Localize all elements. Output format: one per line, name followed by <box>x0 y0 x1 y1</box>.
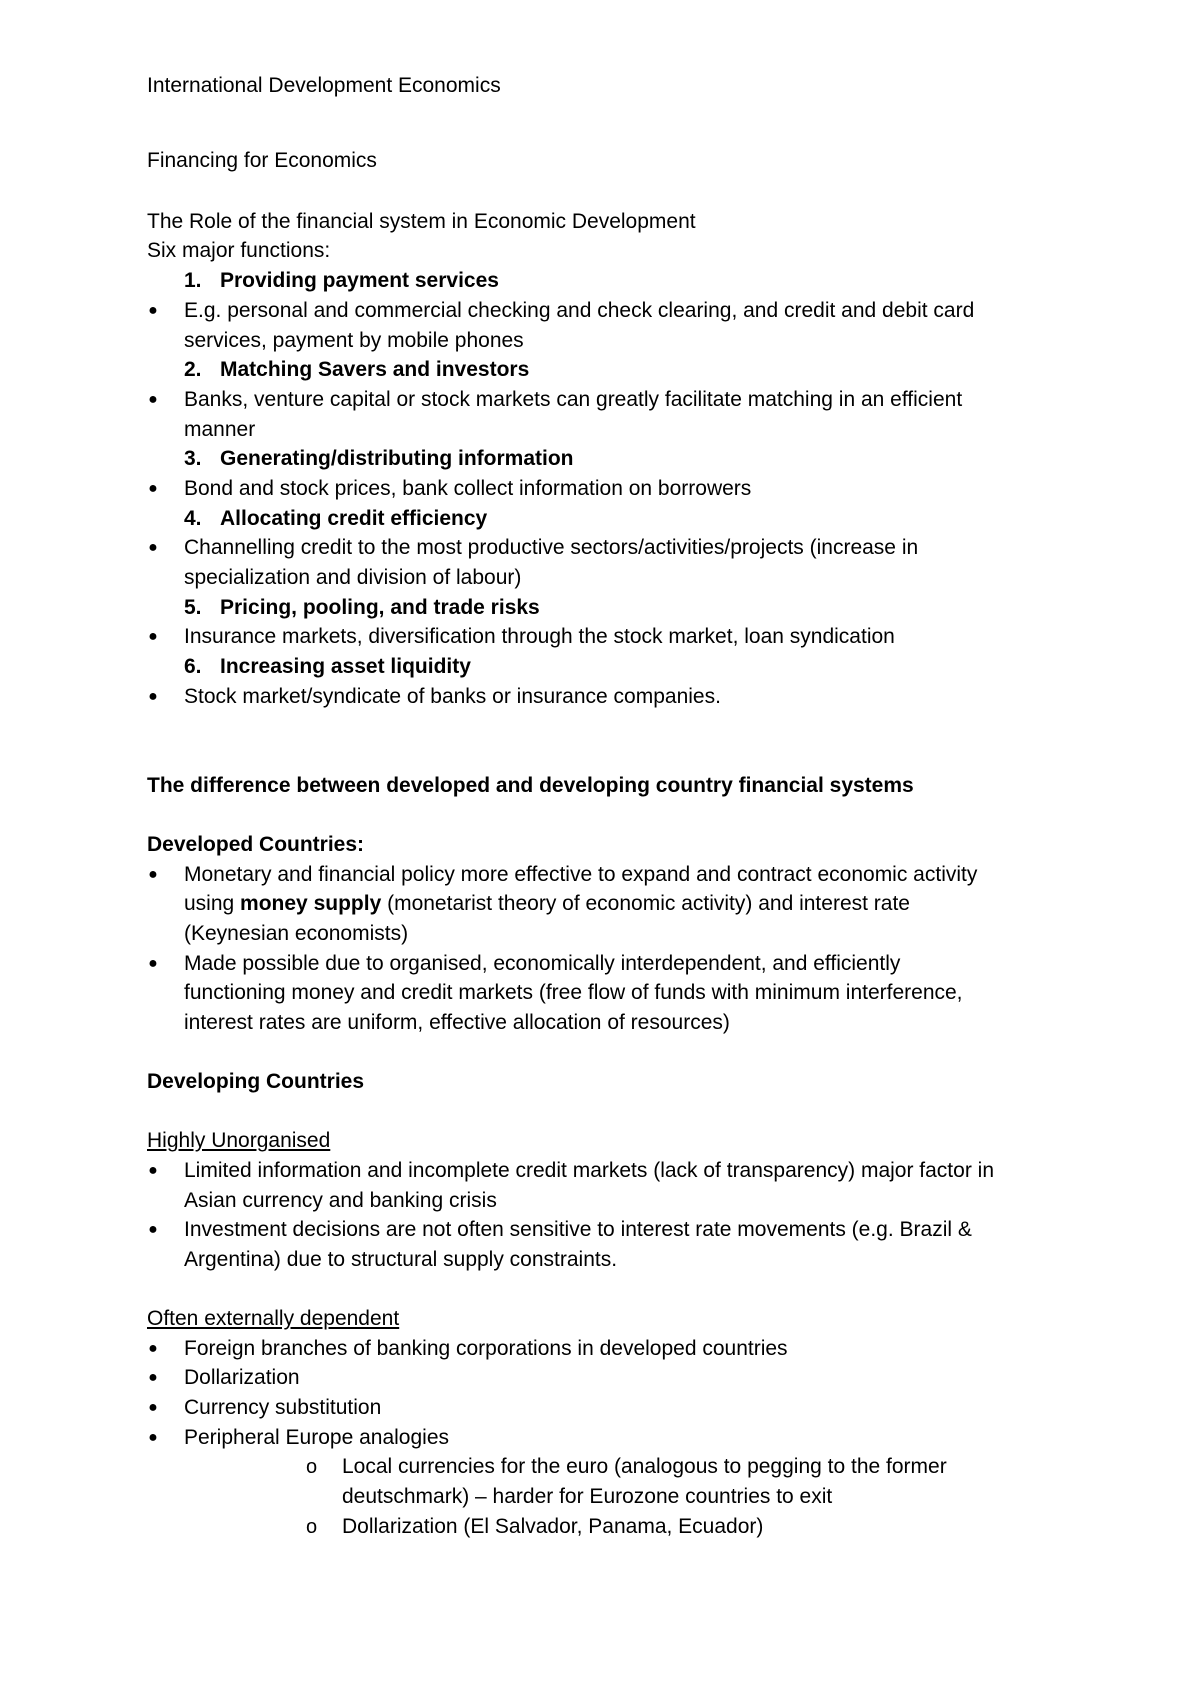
function-bullet-text: Banks, venture capital or stock markets can greatly facilitate matching in an efficient <box>184 388 963 411</box>
functions-intro: Six major functions: <box>147 239 331 262</box>
developed-bullet-text <box>184 889 910 919</box>
bullet-icon: ● <box>148 480 158 497</box>
sub-bullet-text: Dollarization (El Salvador, Panama, Ecuador) <box>342 1515 764 1538</box>
bullet-icon: ● <box>148 1340 158 1357</box>
document-title: International Development Economics <box>147 74 501 97</box>
function-number: 3. <box>184 447 202 470</box>
bullet-icon: ● <box>148 1429 158 1446</box>
developed-bullet-text: functioning money and credit markets (free flow of funds with minimum interference, <box>184 981 963 1004</box>
bullet-icon: ● <box>148 955 158 972</box>
sub-bullet-icon: o <box>306 1456 318 1478</box>
function-bullet-text: Channelling credit to the most productive sectors/activities/projects (increase in <box>184 536 919 559</box>
function-title: Generating/distributing information <box>220 447 574 470</box>
function-bullet-text: Stock market/syndicate of banks or insurance companies. <box>184 685 721 708</box>
function-number: 2. <box>184 358 202 381</box>
function-number: 5. <box>184 596 202 619</box>
bullet-icon: ● <box>148 866 158 883</box>
sub-bullet-text: deutschmark) – harder for Eurozone countries to exit <box>342 1485 833 1508</box>
text-segment: using <box>184 892 241 915</box>
function-number: 1. <box>184 269 202 292</box>
unorganised-bullet-text: Limited information and incomplete credit markets (lack of transparency) major factor in <box>184 1159 994 1182</box>
bullet-icon: ● <box>148 391 158 408</box>
section-heading-difference: The difference between developed and developing country financial systems <box>147 774 914 797</box>
money-supply-term: money supply <box>240 892 382 915</box>
unorganised-bullet-text: Investment decisions are not often sensitive to interest rate movements (e.g. Brazil & <box>184 1218 972 1241</box>
function-bullet-text: manner <box>184 418 256 441</box>
dependent-heading: Often externally dependent <box>147 1307 400 1330</box>
sub-bullet-text: Local currencies for the euro (analogous to pegging to the former <box>342 1455 947 1478</box>
dependent-item: Dollarization <box>184 1366 300 1389</box>
function-bullet-text: E.g. personal and commercial checking and check clearing, and credit and debit card <box>184 299 975 322</box>
developing-heading: Developing Countries <box>147 1070 365 1093</box>
unorganised-bullet-text: Argentina) due to structural supply constraints. <box>184 1248 618 1271</box>
function-bullet-text: services, payment by mobile phones <box>184 329 524 352</box>
function-title: Increasing asset liquidity <box>220 655 471 678</box>
sub-bullet-icon: o <box>306 1516 318 1538</box>
developed-bullet-text: interest rates are uniform, effective allocation of resources) <box>184 1011 730 1034</box>
section-heading-role: The Role of the financial system in Economic Development <box>147 210 696 233</box>
bullet-icon: ● <box>148 1399 158 1416</box>
bullet-icon: ● <box>148 1221 158 1238</box>
bullet-icon: ● <box>148 628 158 645</box>
function-title: Matching Savers and investors <box>220 358 530 381</box>
function-title: Allocating credit efficiency <box>220 507 488 530</box>
dependent-item: Foreign branches of banking corporations in developed countries <box>184 1337 788 1360</box>
function-number: 4. <box>184 507 202 530</box>
developed-bullet-text: Monetary and financial policy more effective to expand and contract economic activity <box>184 863 978 886</box>
bullet-icon: ● <box>148 688 158 705</box>
function-bullet-text: Insurance markets, diversification through the stock market, loan syndication <box>184 625 895 648</box>
function-bullet-text: Bond and stock prices, bank collect information on borrowers <box>184 477 752 500</box>
function-number: 6. <box>184 655 202 678</box>
document-subtitle: Financing for Economics <box>147 149 377 172</box>
function-title: Pricing, pooling, and trade risks <box>220 596 540 619</box>
text-segment: (monetarist theory of economic activity) and interest rate <box>381 892 910 915</box>
bullet-icon: ● <box>148 539 158 556</box>
bullet-icon: ● <box>148 1369 158 1386</box>
unorganised-heading: Highly Unorganised <box>147 1129 331 1152</box>
bullet-icon: ● <box>148 302 158 319</box>
developed-heading: Developed Countries: <box>147 833 365 856</box>
function-title: Providing payment services <box>220 269 499 292</box>
developed-bullet-text: (Keynesian economists) <box>184 922 409 945</box>
developed-bullet-text: Made possible due to organised, economically interdependent, and efficiently <box>184 952 901 975</box>
dependent-item: Peripheral Europe analogies <box>184 1426 450 1449</box>
function-bullet-text: specialization and division of labour) <box>184 566 522 589</box>
unorganised-bullet-text: Asian currency and banking crisis <box>184 1189 497 1212</box>
dependent-item: Currency substitution <box>184 1396 382 1419</box>
bullet-icon: ● <box>148 1162 158 1179</box>
